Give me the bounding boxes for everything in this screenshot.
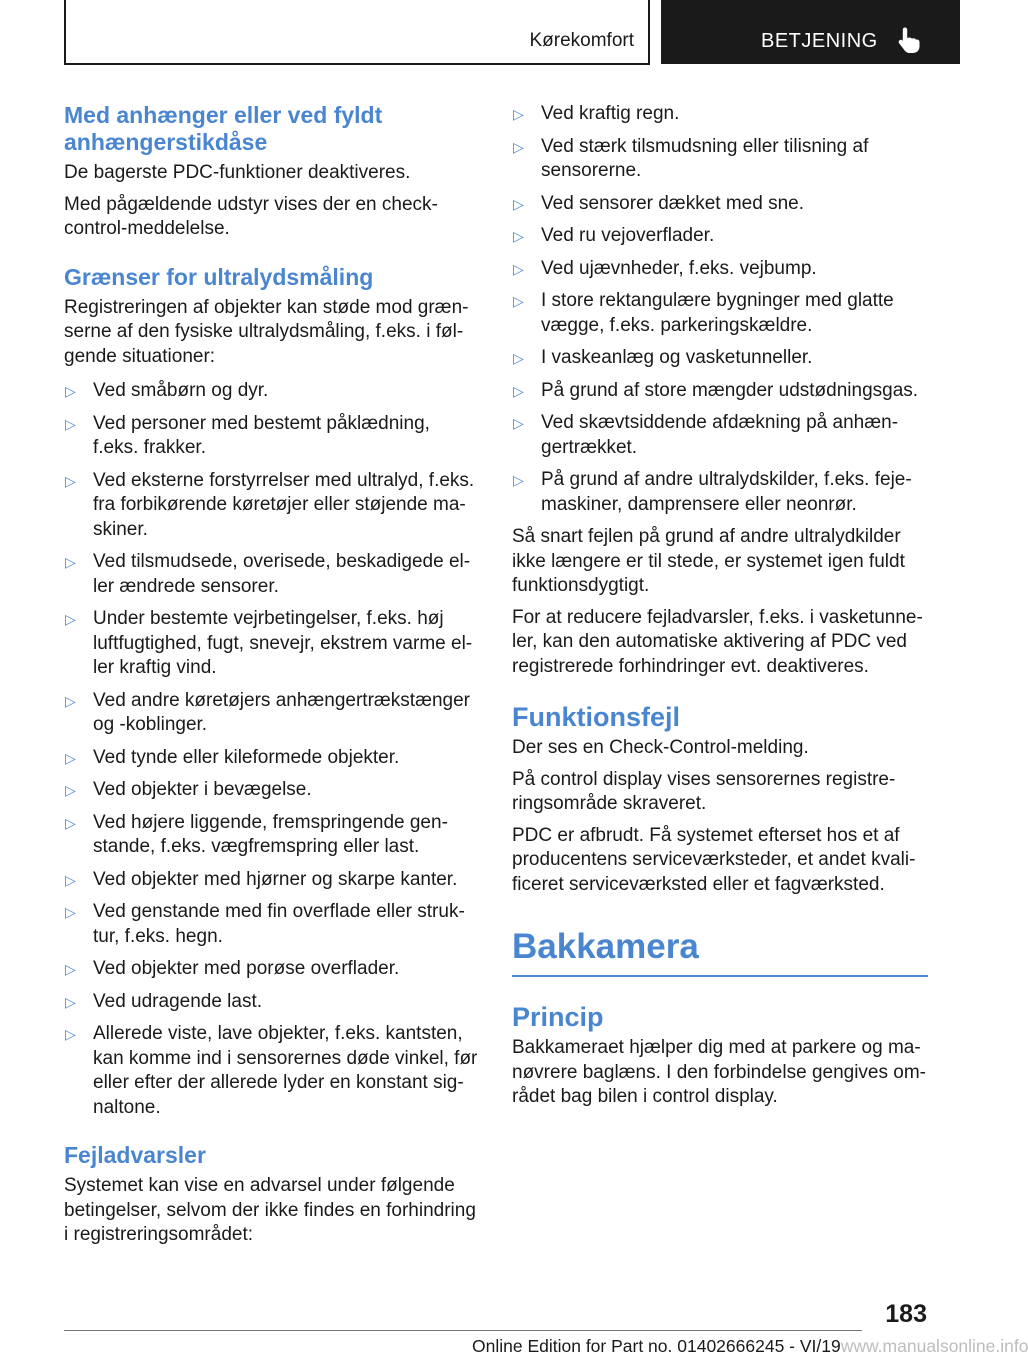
- list-item: ▷ Ved ru vejoverflader.: [512, 224, 928, 249]
- paragraph: De bagerste PDC-funktioner deaktiveres.: [64, 162, 411, 183]
- paragraph: På control display vises sensorernes registre-ringsområde skraveret.: [512, 768, 896, 814]
- triangle-bullet-icon: ▷: [65, 611, 76, 627]
- list-item: ▷ På grund af store mængder udstødningsgas.: [512, 379, 928, 404]
- paragraph: Registreringen af objekter kan støde mod græn-serne af den fysiske ultralydsmåling, f.eks. i føl-gende situationer:: [64, 296, 469, 367]
- paragraph: Der ses en Check-Control-melding.: [512, 737, 809, 758]
- list-item: ▷ Ved objekter med hjørner og skarpe kanter.: [64, 868, 480, 893]
- paragraph: PDC er afbrudt. Få systemet efterset hos et af producentens serviceværksteder, et andet kvali-ficeret serviceværksted eller et fagværksted.: [512, 824, 916, 895]
- triangle-bullet-icon: ▷: [513, 293, 524, 309]
- triangle-bullet-icon: ▷: [65, 871, 76, 888]
- chapter-tab-label: BETJENING: [761, 30, 878, 52]
- triangle-bullet-icon: ▷: [513, 382, 524, 399]
- list-item: ▷ Ved sensorer dækket med sne.: [512, 192, 928, 217]
- list-item: ▷ Ved objekter i bevægelse.: [64, 778, 480, 803]
- triangle-bullet-icon: ▷: [513, 260, 524, 277]
- list-item: ▷ Ved objekter med porøse overflader.: [64, 957, 480, 982]
- list-item: ▷ Ved højere liggende, fremspringende gen-stande, f.eks. vægfremspring eller last.: [65, 811, 448, 857]
- paragraph: For at reducere fejladvarsler, f.eks. i vasketunne-ler, kan den automatiske aktivering af PDC ved registrerede forhindringer evt. deaktiveres.: [512, 606, 923, 677]
- triangle-bullet-icon: ▷: [513, 138, 524, 155]
- list-item: ▷ Ved andre køretøjers anhængertrækstænger og -koblinger.: [65, 689, 471, 735]
- hand-pointer-icon: [897, 26, 921, 54]
- triangle-bullet-icon: ▷: [65, 1026, 76, 1042]
- heading-malfunction: Funktionsfejl: [512, 702, 680, 732]
- edition-text: Online Edition for Part no. 01402666245 - VI/19: [472, 1336, 841, 1356]
- header-bottom-rule: [64, 63, 650, 65]
- triangle-bullet-icon: ▷: [513, 195, 524, 212]
- triangle-bullet-icon: ▷: [65, 554, 76, 570]
- heading-error-warnings: Fejladvarsler: [64, 1142, 206, 1168]
- list-item: ▷ Ved genstande med fin overflade eller struk-tur, f.eks. hegn.: [65, 901, 465, 947]
- list-item: ▷ Ved tynde eller kileformede objekter.: [64, 746, 480, 771]
- list-item: ▷ I vaskeanlæg og vasketunneller.: [512, 346, 928, 371]
- list-item: ▷ Ved kraftig regn.: [512, 102, 928, 127]
- triangle-bullet-icon: ▷: [65, 415, 76, 432]
- heading-trailer: Med anhænger eller ved fyldt anhængerstikdåse: [64, 102, 383, 155]
- heading-principle: Princip: [512, 1002, 604, 1032]
- list-item: ▷ Ved stærk tilsmudsning eller tilisning af sensorerne.: [513, 135, 869, 181]
- triangle-bullet-icon: ▷: [65, 782, 76, 798]
- triangle-bullet-icon: ▷: [65, 814, 76, 831]
- left-column: [64, 102, 480, 1255]
- header-chapter-tab: [661, 0, 960, 64]
- triangle-bullet-icon: ▷: [65, 904, 76, 920]
- right-column: [512, 102, 928, 1117]
- list-item: ▷ Ved tilsmudsede, overisede, beskadigede el-ler ændrede sensorer.: [65, 551, 471, 597]
- warnings-list: [512, 102, 928, 517]
- list-item: ▷ Ved skævtsiddende afdækning på anhæn-gertrækket.: [513, 412, 899, 458]
- list-item: ▷ I store rektangulære bygninger med glatte vægge, f.eks. parkeringskældre.: [513, 290, 894, 336]
- header-divider: [648, 0, 650, 64]
- triangle-bullet-icon: ▷: [65, 749, 76, 766]
- paragraph: Så snart fejlen på grund af andre ultralydkilder ikke længere er til stede, er systemet igen fuldt funktionsdygtigt.: [512, 526, 905, 596]
- triangle-bullet-icon: ▷: [513, 415, 524, 431]
- list-item: ▷ Ved udragende last.: [64, 990, 480, 1015]
- paragraph: Systemet kan vise en advarsel under følgende betingelser, selvom der ikke findes en forhindring i registreringsområdet:: [64, 1175, 476, 1245]
- heading-ultrasonic-limits: Grænser for ultralydsmåling: [64, 263, 374, 290]
- list-item: ▷ Allerede viste, lave objekter, f.eks. kantsten, kan komme ind i sensorernes døde vinkel, før eller efter der allerede lyder en konstant sig-naltone.: [65, 1023, 478, 1118]
- triangle-bullet-icon: ▷: [65, 692, 76, 709]
- footer-rule: [64, 1330, 862, 1331]
- triangle-bullet-icon: ▷: [513, 228, 524, 244]
- list-item: ▷ Ved ujævnheder, f.eks. vejbump.: [512, 257, 928, 282]
- paragraph: Med pågældende udstyr vises der en check-control-meddelelse.: [64, 193, 438, 239]
- list-item: ▷ Ved småbørn og dyr.: [64, 379, 480, 404]
- limits-list: [64, 379, 480, 1120]
- triangle-bullet-icon: ▷: [513, 350, 524, 366]
- header-left-rule: [64, 0, 66, 64]
- page-number: 183: [885, 1300, 927, 1328]
- triangle-bullet-icon: ▷: [65, 993, 76, 1010]
- triangle-bullet-icon: ▷: [65, 472, 76, 489]
- paragraph: Bakkameraet hjælper dig med at parkere og ma-nøvrere baglæns. I den forbindelse gengives om-rådet bag bilen i control display.: [512, 1037, 927, 1107]
- triangle-bullet-icon: ▷: [65, 383, 76, 399]
- list-item: ▷ Under bestemte vejrbetingelser, f.eks. høj luftfugtighed, fugt, snevejr, ekstrem varme el-ler kraftig vind.: [65, 608, 473, 678]
- section-divider: [512, 975, 928, 977]
- triangle-bullet-icon: ▷: [65, 961, 76, 977]
- footer-edition: [472, 1336, 1028, 1357]
- heading-rear-camera: Bakkamera: [512, 927, 699, 966]
- list-item: ▷ På grund af andre ultralydskilder, f.eks. feje-maskiner, damprensere eller neonrør.: [513, 469, 912, 515]
- list-item: ▷ Ved eksterne forstyrrelser med ultralyd, f.eks. fra forbikørende køretøjer eller støjende ma-skiner.: [65, 469, 475, 540]
- triangle-bullet-icon: ▷: [513, 472, 524, 488]
- list-item: ▷ Ved personer med bestemt påklædning, f.eks. frakker.: [65, 412, 430, 458]
- header-section-title: Kørekomfort: [529, 30, 634, 51]
- watermark-text: www.manualsonline.info: [840, 1336, 1028, 1356]
- triangle-bullet-icon: ▷: [513, 106, 524, 122]
